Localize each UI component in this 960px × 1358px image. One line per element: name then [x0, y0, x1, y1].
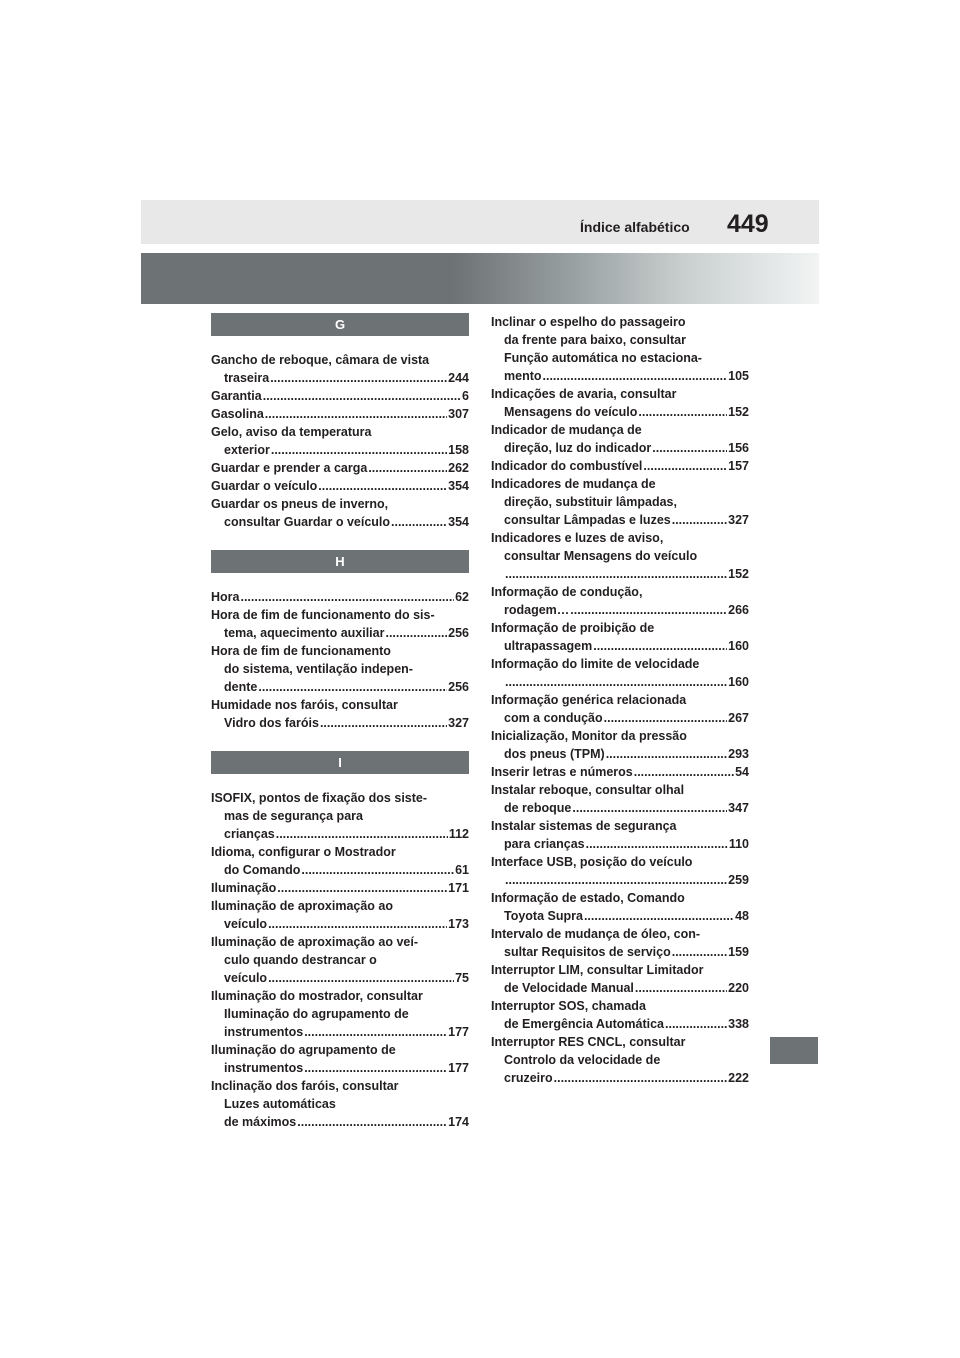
dot-leader — [268, 969, 454, 987]
index-entry-text: traseira — [224, 371, 270, 385]
index-entry-text: Indicações de avaria, consultar — [491, 387, 677, 401]
dot-leader — [505, 673, 727, 691]
index-entry-page: 220 — [728, 981, 749, 995]
dot-leader — [277, 879, 447, 897]
index-entry-text: de reboque — [504, 801, 572, 815]
index-entry-text: da frente para baixo, consultar — [504, 333, 686, 347]
index-entry-text: mas de segurança para — [224, 809, 363, 823]
index-entry[interactable] — [211, 351, 469, 387]
index-entry[interactable] — [211, 588, 469, 606]
index-entry-text: veículo — [224, 917, 268, 931]
index-entry-page: 174 — [448, 1115, 469, 1129]
index-entry-page: 158 — [448, 443, 469, 457]
index-entry-text: do Comando — [224, 863, 301, 877]
index-entry-page: 244 — [448, 371, 469, 385]
index-entry[interactable] — [211, 843, 469, 879]
dot-leader — [570, 601, 727, 619]
section-letter-bar: G — [211, 313, 469, 336]
index-entry[interactable] — [491, 763, 749, 781]
dot-leader — [385, 624, 447, 642]
index-entry-text: Mensagens do veículo — [504, 405, 638, 419]
index-entry-text: Inclinar o espelho do passageiro — [491, 315, 686, 329]
index-entry-text: instrumentos — [224, 1061, 304, 1075]
index-entry-page: 112 — [448, 827, 469, 841]
dot-leader — [543, 367, 728, 385]
index-entry-page: 157 — [728, 459, 749, 473]
index-entry-page: 75 — [455, 971, 469, 985]
index-entry-text: Iluminação do agrupamento de — [211, 1043, 396, 1057]
index-entry-text: Iluminação do mostrador, consultar — [211, 989, 423, 1003]
dot-leader — [554, 1069, 728, 1087]
index-entry-page: 222 — [728, 1071, 749, 1085]
index-entry[interactable] — [211, 897, 469, 933]
index-entry-text: Indicadores e luzes de aviso, — [491, 531, 664, 545]
index-entry-page: 177 — [448, 1025, 469, 1039]
dot-leader — [593, 637, 727, 655]
index-entry[interactable] — [491, 817, 749, 853]
index-entry-text: de Emergência Automática — [504, 1017, 665, 1031]
dot-leader — [604, 709, 728, 727]
index-entry[interactable] — [211, 477, 469, 495]
index-entry-text: veículo — [224, 971, 268, 985]
index-entry-text: Guardar e prender a carga — [211, 461, 368, 475]
index-column-left — [211, 313, 469, 1131]
index-entry-page: 256 — [448, 680, 469, 694]
dot-leader — [665, 1015, 727, 1033]
index-entry-page: 160 — [728, 675, 749, 689]
index-entry-text: Informação do limite de velocidade — [491, 657, 700, 671]
dot-leader — [586, 835, 728, 853]
index-entry-page: 152 — [728, 567, 749, 581]
section-letter-bar: I — [211, 751, 469, 774]
index-entry-page: 177 — [448, 1061, 469, 1075]
index-entry-text: Gasolina — [211, 407, 264, 421]
index-column-right — [491, 313, 749, 1087]
index-entry-text: Vidro dos faróis — [224, 716, 319, 730]
index-entry-text: Iluminação de aproximação ao — [211, 899, 394, 913]
index-entry-text: Controlo da velocidade de — [504, 1053, 661, 1067]
index-entry-text: ultrapassagem — [504, 639, 593, 653]
index-entry-text: Toyota Supra — [504, 909, 583, 923]
index-entry-page: 159 — [728, 945, 749, 959]
index-entry-text: Hora de fim de funcionamento do sis- — [211, 608, 435, 622]
index-entry-text: direção, luz do indicador — [504, 441, 652, 455]
dot-leader — [268, 915, 447, 933]
index-entry[interactable] — [211, 933, 469, 987]
index-entry[interactable] — [491, 475, 749, 529]
index-entry-text: mento — [504, 369, 542, 383]
index-entry-page: 156 — [728, 441, 749, 455]
index-entry-text: de máximos — [224, 1115, 297, 1129]
index-entry-text: ISOFIX, pontos de fixação dos siste- — [211, 791, 428, 805]
index-entry[interactable] — [491, 529, 749, 583]
index-entry-text: instrumentos — [224, 1025, 304, 1039]
page-number: 449 — [727, 210, 769, 238]
dot-leader — [263, 387, 461, 405]
index-entry-page: 327 — [448, 716, 469, 730]
index-entry-text: Informação de proibição de — [491, 621, 655, 635]
header-section-title: Índice alfabético — [580, 219, 690, 235]
dot-leader — [672, 943, 727, 961]
index-entry-page: 307 — [448, 407, 469, 421]
index-entry-text: Iluminação do agrupamento de — [224, 1007, 409, 1021]
dot-leader — [265, 405, 447, 423]
index-entry[interactable] — [491, 313, 749, 385]
index-entry-text: Interruptor RES CNCL, consultar — [491, 1035, 686, 1049]
index-entry[interactable] — [491, 853, 749, 889]
index-entry[interactable] — [491, 1033, 749, 1087]
index-entry[interactable] — [211, 459, 469, 477]
index-entry[interactable] — [211, 879, 469, 897]
dot-leader — [320, 714, 447, 732]
index-entry-text: de Velocidade Manual — [504, 981, 634, 995]
dot-leader — [240, 588, 454, 606]
index-entry[interactable] — [491, 655, 749, 691]
index-entry-text: Indicadores de mudança de — [491, 477, 656, 491]
dot-leader — [301, 861, 454, 879]
index-entry-text: rodagem… — [504, 603, 570, 617]
index-entry[interactable] — [491, 961, 749, 997]
index-entry-page: 6 — [462, 389, 469, 403]
index-entry-text: Instalar reboque, consultar olhal — [491, 783, 685, 797]
dot-leader — [297, 1113, 447, 1131]
section-letter-bar: H — [211, 550, 469, 573]
dot-leader — [304, 1059, 447, 1077]
index-entry-text: Inclinação dos faróis, consultar — [211, 1079, 399, 1093]
index-entry-text: Inserir letras e números — [491, 765, 633, 779]
index-entry[interactable] — [211, 987, 469, 1041]
index-entry-text: Instalar sistemas de segurança — [491, 819, 677, 833]
index-entry-text: consultar Mensagens do veículo — [504, 549, 698, 563]
index-entry-page: 259 — [728, 873, 749, 887]
index-entry-text: Indicador do combustível — [491, 459, 643, 473]
dot-leader — [584, 907, 734, 925]
index-entry-text: exterior — [224, 443, 270, 457]
index-entry-page: 54 — [735, 765, 749, 779]
index-entry-page: 152 — [728, 405, 749, 419]
dot-leader — [572, 799, 727, 817]
dot-leader — [505, 565, 727, 583]
dot-leader — [391, 513, 447, 531]
dot-leader — [368, 459, 447, 477]
dot-leader — [643, 457, 727, 475]
index-entry-text: Gancho de reboque, câmara de vista — [211, 353, 430, 367]
index-entry-page: 267 — [728, 711, 749, 725]
index-entry-page: 105 — [728, 369, 749, 383]
dot-leader — [318, 477, 447, 495]
dot-leader — [271, 441, 447, 459]
index-entry[interactable] — [491, 889, 749, 925]
index-entry-text: Guardar o veículo — [211, 479, 318, 493]
dot-leader — [635, 979, 727, 997]
index-entry[interactable] — [211, 387, 469, 405]
index-entry-page: 171 — [448, 881, 469, 895]
index-entry-text: Indicador de mudança de — [491, 423, 642, 437]
header-band — [141, 200, 819, 244]
index-entry-page: 262 — [448, 461, 469, 475]
index-entry[interactable] — [491, 385, 749, 421]
index-entry[interactable] — [211, 642, 469, 696]
index-entry-text: culo quando destrancar o — [224, 953, 377, 967]
index-entry[interactable] — [491, 421, 749, 457]
index-entry-text: do sistema, ventilação indepen- — [224, 662, 413, 676]
index-entry[interactable] — [491, 925, 749, 961]
index-entry-text: Interruptor LIM, consultar Limitador — [491, 963, 704, 977]
index-entry-text: Idioma, configurar o Mostrador — [211, 845, 396, 859]
index-entry[interactable] — [211, 405, 469, 423]
dot-leader — [270, 369, 447, 387]
index-entry-text: Humidade nos faróis, consultar — [211, 698, 398, 712]
dot-leader — [638, 403, 727, 421]
index-entry[interactable] — [211, 789, 469, 843]
index-entry-text: dos pneus (TPM) — [504, 747, 605, 761]
index-entry-text: Intervalo de mudança de óleo, con- — [491, 927, 701, 941]
index-entry[interactable] — [211, 423, 469, 459]
index-entry-text: Informação de condução, — [491, 585, 643, 599]
index-entry-text: Iluminação — [211, 881, 277, 895]
index-entry-text: Gelo, aviso da temperatura — [211, 425, 372, 439]
index-entry[interactable] — [211, 1077, 469, 1131]
index-entry-page: 354 — [448, 479, 469, 493]
index-entry-page: 327 — [728, 513, 749, 527]
dot-leader — [634, 763, 734, 781]
dot-leader — [304, 1023, 447, 1041]
index-entry-text: Garantia — [211, 389, 262, 403]
index-entry-text: com a condução — [504, 711, 603, 725]
index-entry-text: Informação de estado, Comando — [491, 891, 685, 905]
index-entry-text: para crianças — [504, 837, 585, 851]
index-entry-text: Iluminação de aproximação ao veí- — [211, 935, 419, 949]
index-entry-text: consultar Guardar o veículo — [224, 515, 391, 529]
dot-leader — [276, 825, 448, 843]
index-entry-text: Interface USB, posição do veículo — [491, 855, 693, 869]
header-gradient-band — [141, 253, 819, 304]
index-entry[interactable] — [211, 606, 469, 642]
index-entry-text: cruzeiro — [504, 1071, 553, 1085]
index-entry-page: 354 — [448, 515, 469, 529]
index-entry-text: Luzes automáticas — [224, 1097, 336, 1111]
index-entry-text: dente — [224, 680, 258, 694]
index-entry-text: crianças — [224, 827, 275, 841]
dot-leader — [606, 745, 727, 763]
dot-leader — [258, 678, 447, 696]
index-entry-text: sultar Requisitos de serviço — [504, 945, 671, 959]
index-entry[interactable] — [211, 1041, 469, 1077]
index-entry[interactable] — [491, 619, 749, 655]
index-entry[interactable] — [211, 696, 469, 732]
index-entry-page: 110 — [728, 837, 749, 851]
index-entry[interactable] — [211, 495, 469, 531]
index-entry-text: Hora de fim de funcionamento — [211, 644, 391, 658]
index-entry-text: tema, aquecimento auxiliar — [224, 626, 385, 640]
index-entry-page: 293 — [728, 747, 749, 761]
index-entry-page: 48 — [735, 909, 749, 923]
index-entry-page: 61 — [455, 863, 469, 877]
index-entry-text: consultar Lâmpadas e luzes — [504, 513, 671, 527]
index-entry-text: Guardar os pneus de inverno, — [211, 497, 389, 511]
dot-leader — [505, 871, 727, 889]
index-entry-text: Inicialização, Monitor da pressão — [491, 729, 687, 743]
index-entry-text: Função automática no estaciona- — [504, 351, 702, 365]
chapter-thumb-tab — [770, 1037, 818, 1064]
index-entry[interactable] — [491, 997, 749, 1033]
index-entry-page: 266 — [728, 603, 749, 617]
index-entry-text: Hora — [211, 590, 240, 604]
index-entry[interactable] — [491, 457, 749, 475]
index-entry-text: Interruptor SOS, chamada — [491, 999, 646, 1013]
index-entry-page: 173 — [448, 917, 469, 931]
index-entry-page: 338 — [728, 1017, 749, 1031]
dot-leader — [672, 511, 727, 529]
index-entry[interactable] — [491, 781, 749, 817]
index-entry-text: direção, substituir lâmpadas, — [504, 495, 677, 509]
dot-leader — [652, 439, 727, 457]
index-entry[interactable] — [491, 727, 749, 763]
index-entry[interactable] — [491, 691, 749, 727]
index-entry-page: 347 — [728, 801, 749, 815]
index-entry[interactable] — [491, 583, 749, 619]
index-entry-text: Informação genérica relacionada — [491, 693, 687, 707]
index-entry-page: 62 — [455, 590, 469, 604]
index-entry-page: 256 — [448, 626, 469, 640]
index-entry-page: 160 — [728, 639, 749, 653]
